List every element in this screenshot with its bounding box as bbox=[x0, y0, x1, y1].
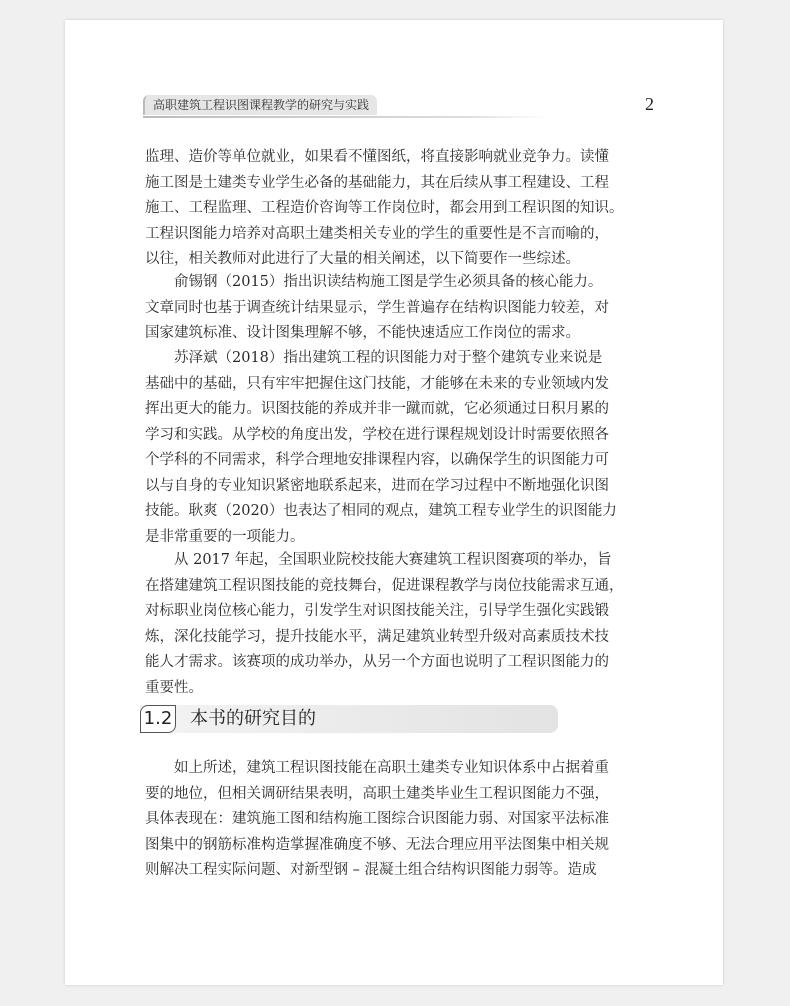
paragraph bbox=[145, 145, 624, 273]
text-line: 如上所述，建筑工程识图技能在高职土建类专业知识体系中占据着重 bbox=[174, 760, 609, 776]
text-line: 以往，相关教师对此进行了大量的相关阐述，以下简要作一些综述。 bbox=[145, 251, 580, 267]
text-line: 图集中的钢筋标准构造掌握准确度不够、无法合理应用平法图集中相关规 bbox=[145, 836, 609, 853]
text-line: 施工、工程监理、工程造价咨询等工作岗位时，都会用到工程识图的知识。 bbox=[145, 200, 624, 216]
text-line: 技能。耿爽（2020）也表达了相同的观点，建筑工程专业学生的识图能力 bbox=[145, 503, 617, 519]
text-line: 从 2017 年起，全国职业院校技能大赛建筑工程识图赛项的举办，旨 bbox=[174, 552, 612, 568]
section-heading bbox=[140, 705, 558, 733]
text-line: 挥出更大的能力。识图技能的养成并非一蹴而就，它必须通过日积月累的 bbox=[145, 401, 609, 417]
text-line: 炼，深化技能学习，提升技能水平，满足建筑业转型升级对高素质技术技 bbox=[145, 628, 609, 645]
text-line: 是非常重要的一项能力。 bbox=[145, 528, 305, 545]
header-rule bbox=[143, 116, 547, 118]
text-line: 重要性。 bbox=[145, 679, 203, 696]
running-header-title: 高职建筑工程识图课程教学的研究与实践 bbox=[143, 95, 377, 115]
text-line: 在搭建建筑工程识图技能的竞技舞台，促进课程教学与岗位技能需求互通， bbox=[145, 577, 624, 594]
paragraph bbox=[145, 270, 609, 347]
text-line: 则解决工程实际问题、对新型钢 – 混凝土组合结构识图能力弱等。造成 bbox=[145, 862, 597, 878]
text-line: 个学科的不同需求，科学合理地安排课程内容，以确保学生的识图能力可 bbox=[145, 452, 609, 468]
paragraph bbox=[145, 346, 617, 550]
section-number: 1.2 bbox=[140, 705, 176, 733]
text-line: 俞锡钢（2015）指出识读结构施工图是学生必须具备的核心能力。 bbox=[174, 274, 603, 290]
page-number: 2 bbox=[645, 94, 654, 114]
text-line: 能人才需求。该赛项的成功举办，从另一个方面也说明了工程识图能力的 bbox=[145, 654, 609, 670]
text-line: 监理、造价等单位就业，如果看不懂图纸，将直接影响就业竞争力。读懂 bbox=[145, 149, 609, 165]
paragraph bbox=[145, 548, 624, 701]
paragraph bbox=[145, 756, 609, 884]
text-line: 学习和实践。从学校的角度出发，学校在进行课程规划设计时需要依照各 bbox=[145, 426, 609, 443]
text-line: 基础中的基础，只有牢牢把握住这门技能，才能够在未来的专业领域内发 bbox=[145, 375, 609, 392]
text-line: 对标职业岗位核心能力，引发学生对识图技能关注，引导学生强化实践锻 bbox=[145, 603, 609, 619]
text-line: 文章同时也基于调查统计结果显示，学生普遍存在结构识图能力较差，对 bbox=[145, 299, 609, 316]
text-line: 苏泽斌（2018）指出建筑工程的识图能力对于整个建筑专业来说是 bbox=[174, 350, 603, 366]
text-line: 要的地位，但相关调研结果表明，高职土建类毕业生工程识图能力不强， bbox=[145, 785, 609, 802]
text-line: 以与自身的专业知识紧密地联系起来，进而在学习过程中不断地强化识图 bbox=[145, 477, 609, 494]
text-line: 国家建筑标准、设计图集理解不够，不能快速适应工作岗位的需求。 bbox=[145, 325, 580, 341]
text-line: 具体表现在：建筑施工图和结构施工图综合识图能力弱、对国家平法标准 bbox=[145, 811, 609, 827]
text-line: 施工图是土建类专业学生必备的基础能力，其在后续从事工程建设、工程 bbox=[145, 174, 609, 191]
section-title: 本书的研究目的 bbox=[190, 708, 316, 729]
text-line: 工程识图能力培养对高职土建类相关专业的学生的重要性是不言而喻的， bbox=[145, 225, 609, 242]
